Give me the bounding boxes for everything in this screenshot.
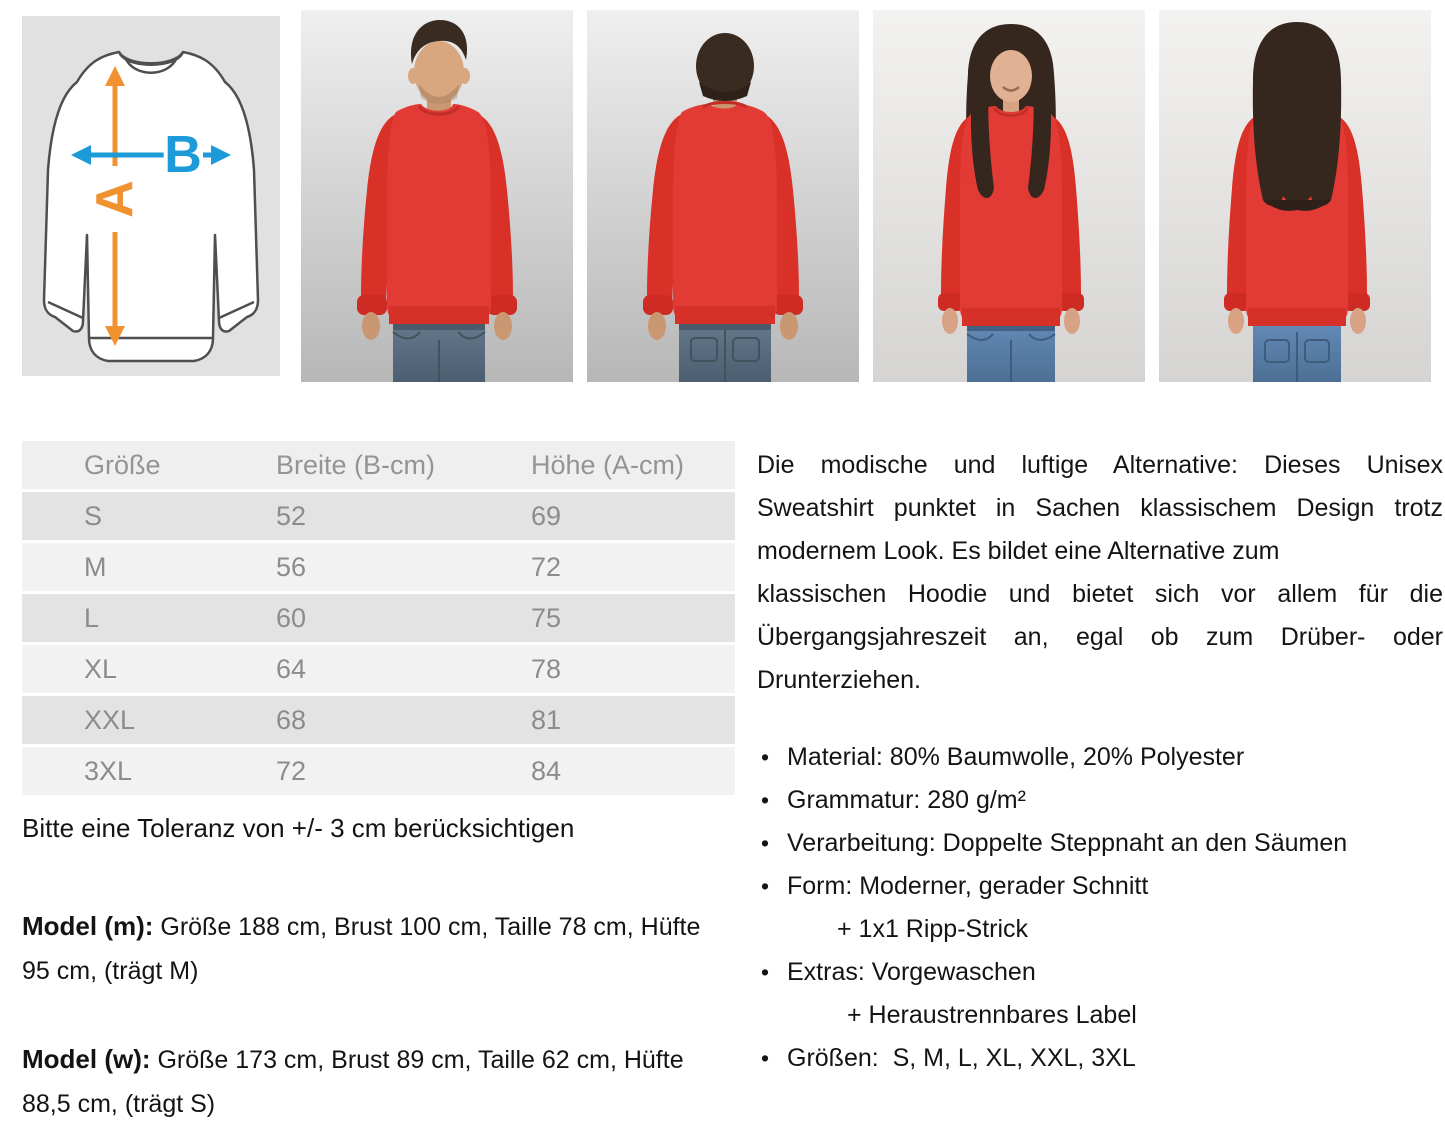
size-diagram-image[interactable] [15, 10, 287, 382]
model-info-female [22, 1037, 732, 1126]
feature-text: Verarbeitung: Doppelte Steppnaht an den Säumen [787, 829, 1348, 857]
description-paragraph-2: klassischen Hoodie und bietet sich vor allem für die Übergangsjahreszeit an, egal ob zum Drüber- oder Drunterziehen. [757, 580, 1443, 694]
sweatshirt-outline [44, 52, 258, 361]
feature-groessen [757, 1037, 1443, 1080]
model-male-label: Model (m): [22, 911, 154, 941]
feature-extras-sub [757, 994, 1443, 1037]
feature-form-sub [757, 908, 1443, 951]
column-header-hoehe: Höhe (A-cm) [530, 441, 735, 489]
width-cell: 52 [275, 492, 530, 540]
photo-woman-back[interactable] [1159, 10, 1431, 382]
man-back-illustration [587, 10, 859, 382]
size-info-column [22, 438, 735, 1126]
measure-b-label: B [164, 126, 202, 184]
product-info-section [0, 438, 1445, 1126]
model-info-male [22, 904, 732, 993]
feature-form [757, 865, 1443, 908]
description-paragraph-1: Die modische und luftige Alternative: Dieses Unisex Sweatshirt punktet in Sachen klassischem Design trotz modernem Look. Es bildet eine Alternative zum [757, 451, 1443, 565]
size-table [22, 438, 735, 798]
woman-front-illustration [873, 10, 1145, 382]
feature-verarbeitung [757, 822, 1443, 865]
feature-text: + 1x1 Ripp-Strick [837, 915, 1029, 943]
feature-extras [757, 951, 1443, 994]
width-cell: 56 [275, 543, 530, 591]
size-cell: 3XL [22, 747, 275, 795]
feature-text: Extras: Vorgewaschen [787, 958, 1036, 986]
feature-text: Grammatur: 280 g/m² [787, 786, 1026, 814]
woman-back-illustration [1159, 10, 1431, 382]
width-cell: 60 [275, 594, 530, 642]
feature-text: Größen: S, M, L, XL, XXL, 3XL [787, 1044, 1136, 1072]
feature-material [757, 736, 1443, 779]
model-female-measurements: Größe 173 cm, Brust 89 cm, Taille 62 cm, Hüfte 88,5 cm, (trägt S) [22, 1046, 684, 1118]
size-cell: XL [22, 645, 275, 693]
width-cell: 64 [275, 645, 530, 693]
table-row [22, 645, 735, 693]
size-cell: L [22, 594, 275, 642]
height-cell: 75 [530, 594, 735, 642]
feature-list [757, 736, 1443, 1080]
feature-text: + Heraustrennbares Label [847, 1001, 1137, 1029]
height-cell: 72 [530, 543, 735, 591]
size-table-header-row [22, 441, 735, 489]
model-female-label: Model (w): [22, 1044, 151, 1074]
feature-text: Form: Moderner, gerader Schnitt [787, 872, 1149, 900]
height-cell: 69 [530, 492, 735, 540]
photo-man-front[interactable] [301, 10, 573, 382]
table-row [22, 696, 735, 744]
man-front-illustration [301, 10, 573, 382]
tolerance-note: Bitte eine Toleranz von +/- 3 cm berücksichtigen [22, 813, 575, 843]
table-row [22, 594, 735, 642]
description-column [757, 438, 1443, 1126]
feature-text: Material: 80% Baumwolle, 20% Polyester [787, 743, 1245, 771]
model-male-measurements: Größe 188 cm, Brust 100 cm, Taille 78 cm, Hüfte 95 cm, (trägt M) [22, 913, 701, 985]
column-header-groesse: Größe [22, 441, 275, 489]
size-diagram [15, 10, 287, 382]
photo-man-back[interactable] [587, 10, 859, 382]
product-gallery [0, 0, 1445, 382]
table-row [22, 543, 735, 591]
table-row [22, 747, 735, 795]
height-cell: 81 [530, 696, 735, 744]
column-header-breite: Breite (B-cm) [275, 441, 530, 489]
product-description [757, 444, 1443, 702]
size-cell: S [22, 492, 275, 540]
size-cell: XXL [22, 696, 275, 744]
height-cell: 84 [530, 747, 735, 795]
width-cell: 68 [275, 696, 530, 744]
feature-grammatur [757, 779, 1443, 822]
width-cell: 72 [275, 747, 530, 795]
measure-a-label: A [86, 180, 144, 218]
table-row [22, 492, 735, 540]
size-cell: M [22, 543, 275, 591]
photo-woman-front[interactable] [873, 10, 1145, 382]
height-cell: 78 [530, 645, 735, 693]
